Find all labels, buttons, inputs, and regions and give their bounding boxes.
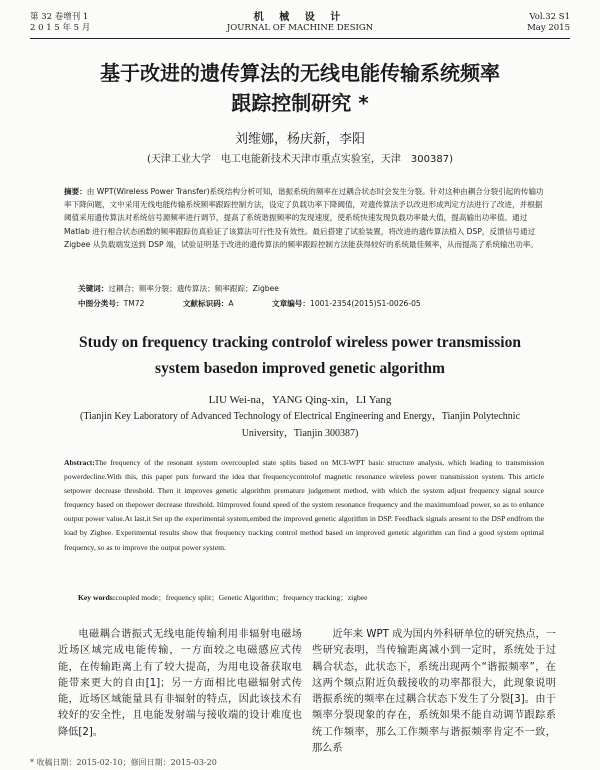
body-column-left — [58, 627, 302, 741]
abstract-en — [64, 456, 544, 555]
volume-issue: 第 32 卷增刊 1 — [30, 12, 89, 22]
clc-number: 中图分类号：TM72 — [78, 299, 145, 308]
footnote: * 收稿日期：2015-02-10；修回日期：2015-03-20 — [30, 758, 217, 767]
keywords-cn — [78, 283, 544, 294]
title-en-line2: system basedon improved genetic algorithm — [155, 360, 445, 377]
journal-name-en: JOURNAL OF MACHINE DESIGN — [226, 23, 374, 33]
abstract-cn-label: 摘要： — [64, 187, 87, 196]
article-id: 文章编号：1001-2354(2015)S1-0026-05 — [272, 299, 421, 308]
body-column-right — [312, 627, 556, 757]
authors-cn: 刘维娜，杨庆新，李阳 — [234, 132, 365, 147]
header-center — [30, 12, 570, 34]
affiliation-cn: (天津工业大学 电工电能新技术天津市重点实验室，天津 300387) — [147, 154, 453, 165]
classification-cn — [78, 298, 544, 309]
keywords-en-label: Key words: — [78, 593, 116, 602]
body-paragraph: 电磁耦合谐振式无线电能传输利用非辐射电磁场近场区域完成电能传输，一方面较之电磁感应式传能，在传输距离上有了较大提高，为用电设备获取电能带来更大的自由[1]；另一方面相比电磁辐射式传能，近场区域能量具有非辐射的特点，因此该技术有较好的安全性，且电能发射端与接收端的设计难度也降低[2]。 — [58, 629, 302, 738]
journal-name-cn: 机 械 设 计 — [253, 12, 347, 23]
header-right — [527, 12, 570, 34]
authors-en: LIU Wei-na，YANG Qing-xin，LI Yang — [208, 394, 392, 406]
issue-date-cn: 2 0 1 5 年 5 月 — [30, 23, 91, 33]
affiliation-en: (Tianjin Key Laboratory of Advanced Technology of Electrical Engineering and Energy，Tianjin Polytechnic University，Tianjin 300387) — [79, 411, 521, 439]
keywords-en-text: coupled mode；frequency split；Genetic Algorithm；frequency tracking；zigbee — [115, 593, 368, 602]
title-cn-line2: 跟踪控制研究 * — [231, 91, 369, 115]
issue-date-en: May 2015 — [527, 23, 570, 33]
keywords-cn-text: 过耦合；频率分裂；遗传算法；频率跟踪；Zigbee — [108, 284, 279, 293]
document-code: 文献标识码：A — [182, 299, 234, 308]
header-rule — [30, 38, 570, 39]
keywords-cn-label: 关键词： — [78, 284, 109, 293]
keywords-en — [78, 592, 544, 603]
volume-en: Vol.32 S1 — [529, 12, 570, 22]
title-cn-line1: 基于改进的遗传算法的无线电能传输系统频率 — [100, 61, 500, 85]
body-paragraph: 近年来 WPT 成为国内外科研单位的研究热点，一些研究表明，当传输距离减小到一定时，系统处于过耦合状态，此状态下，系统出现两个“谐振频率”，在这两个频点附近负载接收的功率都很大，此现象说明谐振系统的频率在过耦合状态下发生了分裂[3]。由于频率分裂现象的存在，系统如果不能自动调节跟踪系统工作频率，那么工作频率与谐振频率肯定不一致，那么系 — [312, 629, 556, 755]
title-cn — [40, 58, 560, 118]
title-en-line1: Study on frequency tracking controlof wireless power transmission — [79, 334, 521, 351]
title-en — [40, 330, 560, 382]
abstract-en-text: The frequency of the resonant system overcoupled state splits based on MCI-WPT basic structure analysis, which leading to transmission powerdecline.With this, this paper puts forward the idea that frequencycontrolof magnetic resonance wireless power transmission system. This article setpower decrease threshold. Then it improves genetic algorithm premature judgement method, with which the system adjust frequency signal source frequency based on thepower decrease threshold. Itimproved found speed of the system resonance frequency and the maximumload power, so as to enhance output power value.At last,it Set up the experimental system,embed the improved genetic algorithm in DSP. Feedback signals aresent to the DSP endfrom the load by Zigbee. Experimental results show that frequency tracking control method based on improved genetic algorithm can find a good system optimal frequency, so as to improve the output power system. — [64, 458, 544, 552]
abstract-cn-text: 由 WPT(Wireless Power Transfer)系统结构分析可知，谐振系统的频率在过耦合状态时会发生分裂。针对这种由耦合分裂引起的传输功率下降问题，文中采用无线电能传输系统频率跟踪控制方法，设定了负载功率下降阈值，对遗传算法予以改进形成判定方法进行了改进，并根据阈值采用遗传算法对系统信号源频率进行调节，提高了系统谐振频率的发现速度，使系统快速发现负载功率最大值，提高输出功率值。通过 Matlab 进行相合状态函数的频率跟踪仿真验证了该算法可行性及有效性。最后搭建了试验装置，将改进的遗传算法植入 DSP，反馈信号通过 Zigbee 从负载端发送到 DSP 端，试验证明基于改进的遗传算法的频率跟踪控制方法能获得较好的系统最佳频率，从而提高了系统输出功率。 — [64, 187, 544, 249]
abstract-en-label: Abstract: — [64, 458, 95, 467]
abstract-cn — [64, 185, 544, 251]
